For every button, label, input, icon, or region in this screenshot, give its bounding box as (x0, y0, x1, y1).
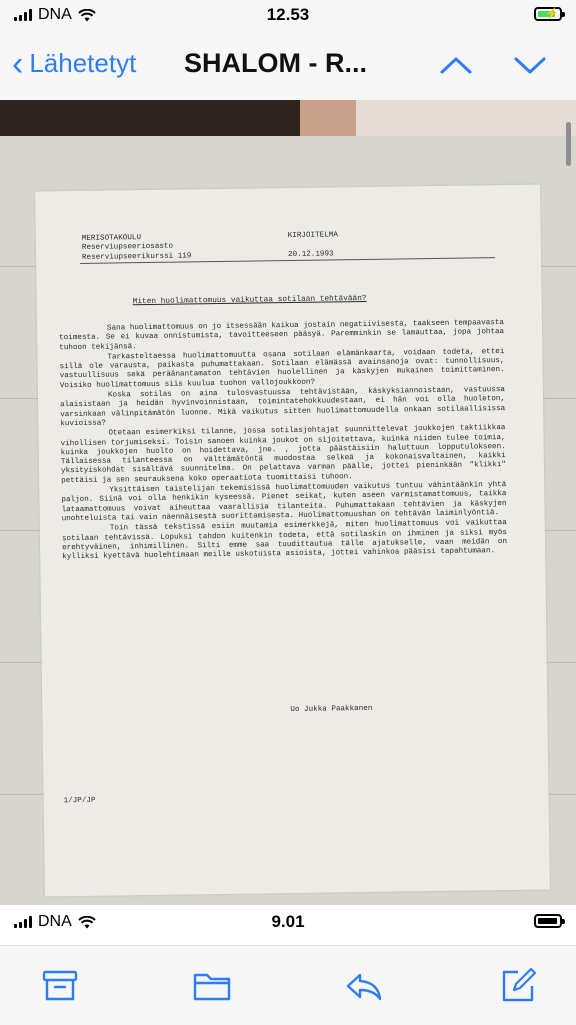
header-line: Reserviupseeriosasto (81, 242, 174, 253)
paragraph: Koska sotilas on aina tulosvastuussa tehtävistään, käskyksiannoistaan, vastuussa alaisistaan ja heidän hyvinvoinnistaan, toimintatehokkuudestaan, ei hän voi olla huoleton, varsinkaan välinpitämätön luonne. Mikä vaikutus sitten huolimattomuudella onkaan sotilaallisissa kuvioissa? (60, 386, 506, 429)
back-label: Lähetetyt (29, 48, 137, 78)
photo-attachment[interactable] (0, 100, 576, 905)
document-header-left (82, 233, 192, 262)
paragraph: Otetaan esimerkiksi tilanne, jossa sotilasjohtajat suunnittelevat joukkojen taktiikkaa vihollisen torjumiseksi. Toisin sanoen kuinka joukot on sijoitettava, kuinka niiden tulee toimia, kuinka joukkojen huolto on hoidettava, jne. , jotta päästäisiin haluttuun lopputulokseen. Tällaisessa tilanteessa on välttämätöntä muodostaa selkeä ja kokonaisvaltainen, kaikki yksityiskohdat sisältävä suunnitelma. On pelattava varman päälle, jottei pieninkään "klikki" pettäisi ja sen seurauksena koko operaatiota tuomittaisi tuhoon. (60, 424, 507, 485)
paragraph: Toin tässä tekstissä esiin muutamia esimerkkejä, miten huolimattomuus voi vaikuttaa sotilaan tehtävissä. Lopuksi tahdon kuitenkin todeta, että sotilaskin on ihminen ja siksi myös erehtyväinen, inhimillinen. Silti emme saa tuudittautua tälle ajatukselle, vaan meidän on kylliksi kyettävä huolehtimaan meille uskotuista asioista, jottei vahinkoa pääsisi tapahtumaan. (61, 519, 508, 562)
paragraph: Yksittäisen taistelijan tekemisissä huolimattomuuden vaikutus tuntuu vähintäänkin yhtä paljon. Siinä voi olla henkikin kyseessä. Pienet seikat, kuten aseen varmistamattomuus, taikka lataamattomuus voivat aiheuttaa vaarallisia tilanteita. Puhumattakaan tehtävien ja käskyjen unohteluista tai vain näennäisestä suorittamisesta. Huolimattomuushan on tehtävän laiminlyöntiä. (61, 481, 507, 524)
navigation-bar (0, 30, 576, 100)
battery-icon (534, 914, 562, 928)
document-heading: Miten huolimattomuus vaikuttaa sotilaan tehtävään? (132, 294, 367, 307)
clock: 12.53 (266, 5, 310, 24)
chevron-up-icon[interactable] (438, 50, 474, 80)
mail-toolbar (0, 945, 576, 1025)
paragraph: Tarkasteltaessa huolimattomuutta osana sotilaan elämänkaarta, voidaan todeta, ettei sillä ole varausta, paikasta puhumattakaan. Sotilaan elämässä avainsanoja ovat: tunnollisuus, vastuullisuus sekä peräänantamaton tehtävien huolellinen ja käskyjen mukainen toimittaminen. Voisiko huolimattomuus siis kuulua tuohon vallojoukkoon? (59, 347, 505, 391)
header-line: Reserviupseerikurssi 119 (81, 251, 192, 262)
clock: 9.01 (271, 912, 305, 931)
document-paper (35, 185, 550, 897)
carrier-label: DNA (38, 913, 72, 930)
carrier-label: DNA (38, 6, 72, 23)
chevron-down-icon[interactable] (512, 50, 548, 80)
archive-icon[interactable] (40, 966, 80, 1006)
document-footer: 1/JP/JP (63, 796, 96, 806)
document-header-right (288, 231, 339, 260)
signature: Uo Jukka Paakkanen (290, 704, 373, 715)
battery-charging-icon: ⚡ (534, 7, 562, 21)
compose-icon[interactable] (498, 966, 538, 1006)
photo-top-strip (0, 100, 576, 136)
document-type: KIRJOITELMA (287, 231, 338, 241)
header-line: MERISOTAKOULU (81, 234, 142, 243)
status-bar (0, 0, 576, 30)
reply-icon[interactable] (344, 966, 384, 1006)
chevron-left-icon: ‹ (12, 44, 24, 83)
back-button[interactable] (12, 44, 137, 83)
scrollbar[interactable] (566, 122, 571, 166)
document-body (59, 319, 507, 564)
folder-icon[interactable] (192, 966, 232, 1006)
paragraph: Sana huolimattomuus on jo itsessään kaikua jostain negatiivisesta, taakseen tempaavasta toimesta. Se ei kuvaa onnistumista, tavoitteeseen pääsyä. Paremminkin se lamauttaa, jopa johtaa tuhoon tekijänsä. (59, 319, 505, 352)
document-date: 20.12.1993 (287, 249, 334, 259)
status-bar-bottom (0, 905, 576, 945)
email-subject-title: SHALOM - R... (184, 48, 367, 78)
